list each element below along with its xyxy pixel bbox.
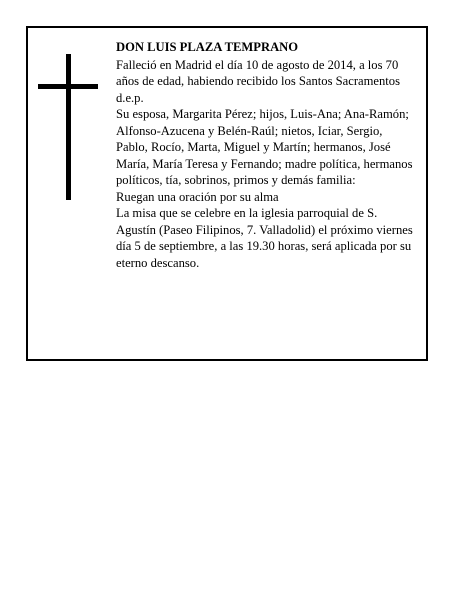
- cross-horizontal-bar: [38, 84, 98, 89]
- cross-vertical-bar: [66, 54, 71, 200]
- death-announcement: Falleció en Madrid el día 10 de agosto de 2014, a los 70 años de edad, habiendo recibido los Santos Sacramentos: [116, 57, 400, 88]
- cross-icon: [38, 54, 98, 200]
- rest-in-peace: d.e.p.: [116, 90, 144, 105]
- prayer-request: Ruegan una oración por su alma: [116, 189, 279, 204]
- mass-details: La misa que se celebre en la iglesia parroquial de S. Agustín (Paseo Filipinos, 7. Valladolid) el próximo viernes día 5 de septiembre, a las 19.30 horas, será aplicada por su eterno descanso.: [116, 206, 413, 270]
- deceased-name: DON LUIS PLAZA TEMPRANO: [116, 40, 299, 54]
- notice-text: [116, 39, 416, 271]
- family-list: Su esposa, Margarita Pérez; hijos, Luis-Ana; Ana-Ramón; Alfonso-Azucena y Belén-Raúl; nietos, Iciar, Sergio, Pablo, Rocío, Marta, Miguel y Martín; hermanos, José María, María Teresa y Fernando; madre política, hermanos políticos, tía, sobrinos, primos y demás familia:: [116, 107, 413, 187]
- obituary-notice: [26, 26, 428, 361]
